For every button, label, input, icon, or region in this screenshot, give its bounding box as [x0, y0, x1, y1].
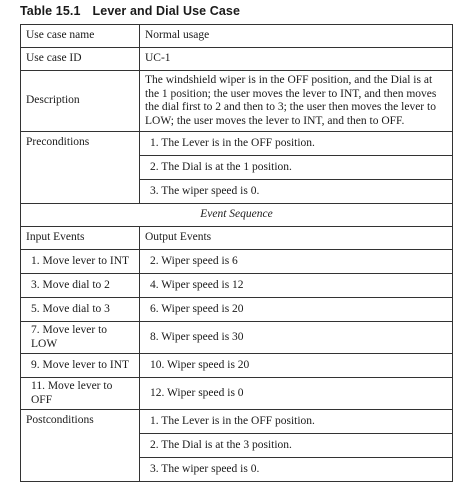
input-event: 3. Move dial to 2 — [21, 274, 140, 298]
input-event: 7. Move lever to LOW — [21, 322, 140, 354]
use-case-name-label: Use case name — [21, 25, 140, 48]
postcondition-item: 1. The Lever is in the OFF position. — [140, 410, 453, 434]
output-event: 10. Wiper speed is 20 — [140, 354, 453, 378]
postconditions-label: Postconditions — [21, 410, 140, 482]
use-case-id-row — [21, 48, 453, 71]
output-events-header: Output Events — [140, 227, 453, 250]
precondition-item: 1. The Lever is in the OFF position. — [140, 132, 453, 156]
table-caption — [20, 4, 240, 18]
output-event: 6. Wiper speed is 20 — [140, 298, 453, 322]
event-row — [21, 274, 453, 298]
description-label: Description — [21, 71, 140, 132]
output-event: 4. Wiper speed is 12 — [140, 274, 453, 298]
use-case-name-value: Normal usage — [140, 25, 453, 48]
precondition-row — [21, 132, 453, 156]
input-event: 11. Move lever to OFF — [21, 378, 140, 410]
output-event: 2. Wiper speed is 6 — [140, 250, 453, 274]
event-row — [21, 378, 453, 410]
input-event: 5. Move dial to 3 — [21, 298, 140, 322]
preconditions-label: Preconditions — [21, 132, 140, 204]
postcondition-item: 3. The wiper speed is 0. — [140, 458, 453, 482]
event-row — [21, 354, 453, 378]
input-event: 1. Move lever to INT — [21, 250, 140, 274]
event-row — [21, 250, 453, 274]
use-case-id-label: Use case ID — [21, 48, 140, 71]
precondition-item: 2. The Dial is at the 1 position. — [140, 156, 453, 180]
event-sequence-heading: Event Sequence — [21, 204, 453, 227]
use-case-name-row — [21, 25, 453, 48]
postcondition-row — [21, 410, 453, 434]
output-event: 8. Wiper speed is 30 — [140, 322, 453, 354]
event-row — [21, 298, 453, 322]
description-row — [21, 71, 453, 132]
output-event: 12. Wiper speed is 0 — [140, 378, 453, 410]
event-header-row — [21, 227, 453, 250]
input-event: 9. Move lever to INT — [21, 354, 140, 378]
table-number: Table 15.1 — [20, 4, 81, 18]
use-case-table — [20, 24, 453, 482]
input-events-header: Input Events — [21, 227, 140, 250]
use-case-id-value: UC-1 — [140, 48, 453, 71]
precondition-item: 3. The wiper speed is 0. — [140, 180, 453, 204]
description-value: The windshield wiper is in the OFF position, and the Dial is at the 1 position; the user moves the lever to INT, and then moves the dial first to 2 and then to 3; the user then moves the lever to LOW; the user moves the lever to INT, and then to OFF. — [140, 71, 453, 132]
event-row — [21, 322, 453, 354]
table-title: Lever and Dial Use Case — [92, 4, 241, 18]
postcondition-item: 2. The Dial is at the 3 position. — [140, 434, 453, 458]
event-sequence-row — [21, 204, 453, 227]
